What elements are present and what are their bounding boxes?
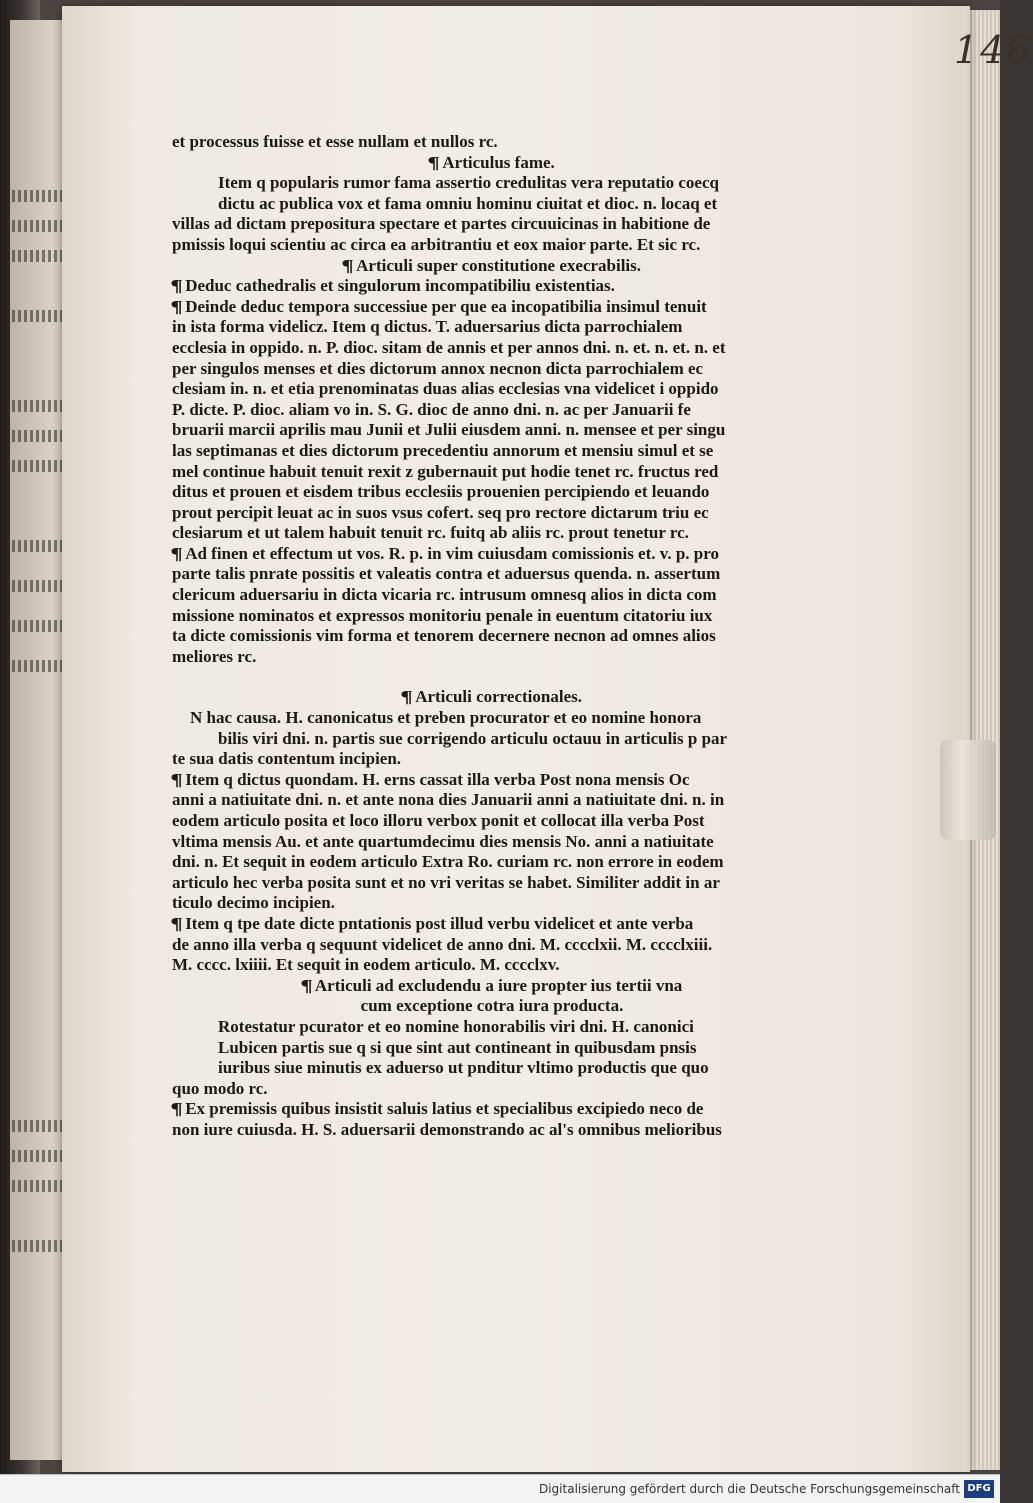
text-line: [172, 235, 812, 256]
text-line: [172, 441, 812, 462]
line-text: iuribus siue minutis ex aduerso ut pnditur vltimo productis que quo: [218, 1058, 709, 1078]
line-text: ta dicte comissionis vim forma et tenorem decernere necnon ad omnes alios: [172, 626, 716, 646]
line-text: N hac causa. H. canonicatus et preben procurator et eo nomine honora: [190, 708, 702, 728]
text-line: [172, 749, 812, 770]
text-line: [172, 420, 812, 441]
line-text: parte talis pnrate possitis et valeatis contra et aduersus quenda. n. assertum: [172, 564, 721, 584]
text-line: [172, 852, 812, 873]
text-line: [172, 338, 812, 359]
text-line: [172, 708, 812, 729]
line-text: Ad finen et effectum ut vos. R. p. in vim cuiusdam comissionis et. v. p. pro: [185, 543, 719, 563]
line-text: Articuli ad excludendu a iure propter ius tertii vna: [314, 975, 683, 995]
text-line: [172, 1120, 812, 1141]
paragraph-mark-icon: ¶: [170, 1099, 183, 1119]
text-line: [172, 935, 812, 956]
line-text: Articulus fame.: [442, 152, 555, 172]
line-text: missione nominatos et expressos monitoriu penale in euentum citatoriu iux: [172, 605, 713, 625]
line-text: dictu ac publica vox et fama omniu hominu ciuitat et dioc. n. locaq et: [218, 193, 718, 213]
line-text: clesiam in. n. et etia prenominatas duas alias ecclesias vna videlicet i oppido: [172, 379, 719, 399]
line-text: clericum aduersariu in dicta vicaria rc. intrusum omnesq alios in dicta com: [172, 585, 717, 605]
line-text: cum exceptione cotra iura producta.: [360, 996, 624, 1016]
paragraph-mark-icon: ¶: [341, 255, 354, 275]
line-text: Item q dictus quondam. H. erns cassat illa verba Post nona mensis Oc: [185, 769, 690, 789]
text-line: [172, 1017, 812, 1038]
text-line: [172, 955, 812, 976]
line-text: et processus fuisse et esse nullam et nullos rc.: [172, 132, 498, 151]
line-text: Item q tpe date dicte pntationis post illud verbu videlicet et ante verba: [185, 913, 694, 933]
line-text: de anno illa verba q sequunt videlicet de anno dni. M. cccclxii. M. cccclxiii.: [172, 934, 713, 954]
text-line: [172, 194, 812, 215]
line-text: pmissis loqui scientiu ac circa ea arbitrantiu et eox maior parte. Et sic rc.: [172, 234, 701, 254]
line-text: meliores rc.: [172, 646, 257, 666]
text-line: [172, 173, 812, 194]
footer-credit: Digitalisierung gefördert durch die Deutsche Forschungsgemeinschaft: [538, 1482, 960, 1496]
line-text: Deinde deduc tempora successiue per que ea incopatibilia insimul tenuit: [185, 296, 707, 316]
text-line: [172, 1099, 812, 1120]
text-line: [172, 647, 812, 668]
text-line: [172, 1058, 812, 1079]
text-line: [172, 914, 812, 935]
paragraph-mark-icon: ¶: [300, 975, 313, 995]
line-text: in ista forma videlicz. Item q dictus. T. aduersarius dicta parrochialem: [172, 317, 683, 337]
text-line: [172, 811, 812, 832]
text-line: [172, 832, 812, 853]
line-text: bruarii marcii aprilis mau Junii et Julii eiusdem anni. n. mensee et per singu: [172, 420, 726, 440]
paragraph-mark-icon: ¶: [170, 543, 183, 563]
line-text: Articuli correctionales.: [415, 687, 582, 707]
text-line: [172, 132, 812, 153]
line-gap: [172, 667, 812, 687]
text-line: [172, 996, 812, 1017]
line-text: articulo hec verba posita sunt et no vri veritas se habet. Similiter addit in ar: [172, 872, 720, 892]
text-line: [172, 400, 812, 421]
line-text: eodem articulo posita et loco illoru verbox ponit et collocat illa verba Post: [172, 811, 705, 830]
line-text: Deduc cathedralis et singulorum incompatibiliu existentias.: [185, 276, 615, 296]
text-line: [172, 482, 812, 503]
line-text: non iure cuiusda. H. S. aduersarii demonstrando ac al's omnibus melioribus: [172, 1119, 722, 1139]
line-text: prout percipit leuat ac in suos vsus cofert. seq pro rectore dictarum triu ec: [172, 502, 709, 522]
line-text: per singulos menses et dies dictorum annox necnon dicta parrochialem ec: [172, 358, 704, 378]
line-text: ticulo decimo incipien.: [172, 893, 335, 913]
text-line: [172, 893, 812, 914]
dfg-logo: DFG: [964, 1480, 994, 1498]
text-line: [172, 317, 812, 338]
line-text: villas ad dictam prepositura spectare et partes circuuicinas in habitione de: [172, 214, 711, 234]
folio-number: 146: [954, 28, 1033, 72]
text-line: [172, 214, 812, 235]
line-text: M. cccc. lxiiii. Et sequit in eodem articulo. M. cccclxv.: [172, 955, 560, 975]
line-text: las septimanas et dies dictorum precedentiu annorum et mensiu simul et se: [172, 440, 714, 460]
line-text: Item q popularis rumor fama assertio credulitas vera reputatio coecq: [218, 173, 719, 193]
line-text: ditus et prouen et eisdem tribus ecclesiis prouenien percipiendo et leuando: [172, 482, 710, 502]
line-text: dni. n. Et sequit in eodem articulo Extra Ro. curiam rc. non errore in eodem: [172, 852, 724, 872]
line-text: Lubicen partis sue q si que sint aut contineant in quibusdam pnsis: [218, 1037, 697, 1057]
text-line: [172, 153, 812, 174]
text-line: [172, 606, 812, 627]
text-line: [172, 687, 812, 708]
text-line: [172, 297, 812, 318]
book-page: [62, 6, 1033, 1472]
text-line: [172, 729, 812, 750]
line-text: Rotestatur pcurator et eo nomine honorabilis viri dni. H. canonici: [218, 1016, 694, 1036]
text-line: [172, 790, 812, 811]
paragraph-mark-icon: ¶: [170, 913, 183, 933]
text-line: [172, 359, 812, 380]
line-text: Articuli super constitutione execrabilis.: [356, 255, 642, 275]
text-line: [172, 1038, 812, 1059]
line-text: anni a natiuitate dni. n. et ante nona dies Januarii anni a natiuitate dni. n. in: [172, 790, 725, 810]
text-line: [172, 503, 812, 524]
page-clip: [940, 740, 996, 840]
paragraph-mark-icon: ¶: [170, 276, 183, 296]
line-text: vltima mensis Au. et ante quartumdecimu dies mensis No. anni a natiuitate: [172, 831, 714, 851]
line-text: P. dicte. P. dioc. aliam vo in. S. G. dioc de anno dni. n. ac per Januarii fe: [172, 399, 691, 419]
line-text: Ex premissis quibus insistit saluis latius et specialibus excipiedo neco de: [185, 1099, 704, 1119]
paragraph-mark-icon: ¶: [170, 296, 183, 316]
paragraph-mark-icon: ¶: [170, 769, 183, 789]
text-line: [172, 585, 812, 606]
line-text: mel continue habuit tenuit rexit z gubernauit put hodie tenet rc. fructus red: [172, 461, 719, 481]
text-line: [172, 873, 812, 894]
text-line: [172, 523, 812, 544]
facing-page-fragment: [10, 20, 70, 1460]
footer-bar: [0, 1474, 1000, 1503]
line-text: clesiarum et ut talem habuit tenuit rc. fuitq ab aliis rc. prout tenetur rc.: [172, 523, 689, 543]
text-block: [172, 132, 812, 1141]
paragraph-mark-icon: ¶: [427, 152, 441, 172]
text-line: [172, 564, 812, 585]
line-text: bilis viri dni. n. partis sue corrigendo articulu octauu in articulis p par: [218, 728, 728, 748]
line-text: te sua datis contentum incipien.: [172, 749, 402, 769]
text-line: [172, 379, 812, 400]
text-line: [172, 626, 812, 647]
line-text: ecclesia in oppido. n. P. dioc. sitam de annis et per annos dni. n. et. n. et. n. et: [172, 337, 726, 357]
text-line: [172, 976, 812, 997]
text-line: [172, 256, 812, 277]
paragraph-mark-icon: ¶: [400, 687, 413, 707]
text-line: [172, 544, 812, 565]
text-line: [172, 276, 812, 297]
text-line: [172, 770, 812, 791]
text-line: [172, 1079, 812, 1100]
text-line: [172, 462, 812, 483]
line-text: quo modo rc.: [172, 1078, 268, 1098]
